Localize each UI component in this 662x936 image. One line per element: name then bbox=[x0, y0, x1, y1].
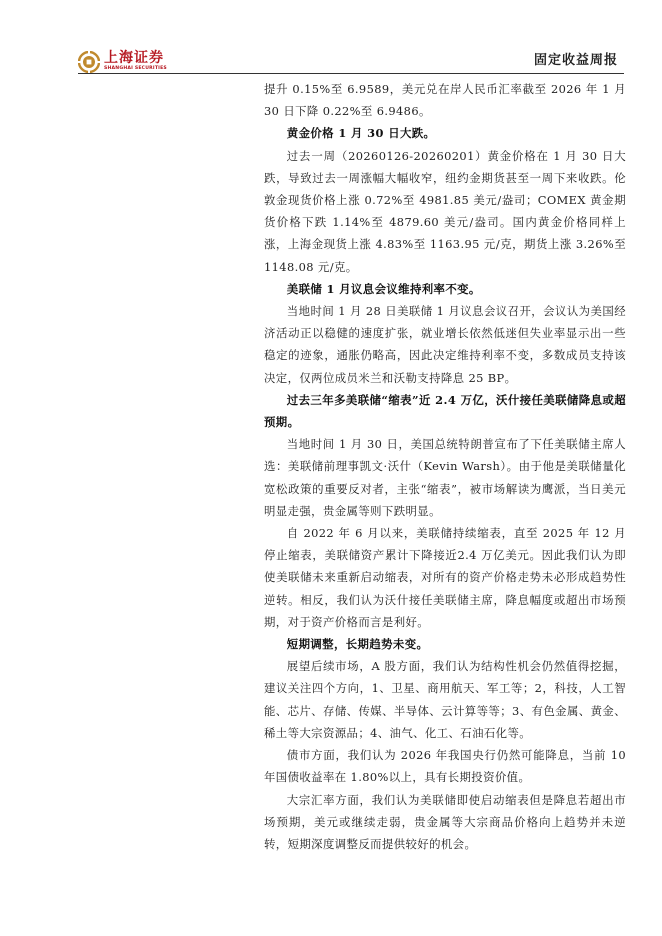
body-paragraph-bond: 债市方面，我们认为 2026 年我国央行仍然可能降息，当前 10 年国债收益率在 1.80%以上，具有长期投资价值。 bbox=[264, 748, 626, 785]
body-paragraph-fx-continued: 提升 0.15%至 6.9589，美元兑在岸人民币汇率截至 2026 年 1 月 30 日下降 0.22%至 6.9486。 bbox=[264, 82, 626, 119]
page-header bbox=[0, 0, 662, 80]
report-type-title: 固定收益周报 bbox=[533, 53, 618, 68]
body-paragraph-gold: 过去一周（20260126-20260201）黄金价格在 1 月 30 日大跌，导致过去一周涨幅大幅收窄，纽约金期货甚至一周下来收跌。伦敦金现货价格上涨 0.72%至 4981.85 美元/盎司；COMEX 黄金期货价格下跌 1.14%至 4879.60 美元/盎司。国内黄金价格同样上涨，上海金现货上涨 4.83%至 1163.95 元/克，期货上涨 3.26%至 1148.08 元/克。 bbox=[264, 148, 626, 274]
logo-chinese-name: 上海证券 bbox=[104, 50, 164, 66]
header-divider bbox=[78, 73, 624, 74]
report-body bbox=[264, 78, 626, 855]
body-paragraph-fomc: 当地时间 1 月 28 日美联储 1 月议息会议召开，会议认为美国经济活动正以稳健的速度扩张，就业增长依然低迷但失业率显示出一些稳定的迹象，通胀仍略高，因此决定维持利率不变，多数成员支持该决定，仅两位成员米兰和沃勒支持降息 25 BP。 bbox=[264, 304, 626, 385]
section-heading-balance-sheet: 过去三年多美联储“缩表”近 2.4 万亿，沃什接任美联储降息或超预期。 bbox=[264, 392, 626, 430]
section-heading-outlook: 短期调整，长期趋势未变。 bbox=[286, 637, 429, 652]
logo-english-name: SHANGHAI SECURITIES bbox=[104, 66, 167, 71]
body-paragraph-equity: 展望后续市场，A 股方面，我们认为结构性机会仍然值得挖掘，建议关注四个方向，1、卫星、商用航天、军工等；2，科技，人工智能、芯片、存储、传媒、半导体、云计算等等；3、有色金属、黄金、稀土等大宗资源品；4、油气、化工、石油石化等。 bbox=[264, 659, 626, 740]
body-paragraph-warsh: 当地时间 1 月 30 日，美国总统特朗普宣布了下任美联储主席人选：美联储前理事凯文·沃什（Kevin Warsh）。由于他是美联储量化宽松政策的重要反对者，主张“缩表”，被市场解读为鹰派，当日美元明显走强，贵金属等则下跌明显。 bbox=[264, 437, 626, 518]
section-heading-gold: 黄金价格 1 月 30 日大跌。 bbox=[286, 126, 436, 141]
body-paragraph-commodity-fx: 大宗汇率方面，我们认为美联储即使启动缩表但是降息若超出市场预期，美元或继续走弱，贵金属等大宗商品价格向上趋势并未逆转，短期深度调整反而提供较好的机会。 bbox=[264, 792, 626, 851]
shanghai-securities-logo-icon bbox=[78, 51, 100, 73]
body-paragraph-qt: 自 2022 年 6 月以来，美联储持续缩表，直至 2025 年 12 月停止缩表，美联储资产累计下降接近2.4 万亿美元。因此我们认为即使美联储未来重新启动缩表，对所有的资产价格走势未必形成趋势性逆转。相反，我们认为沃什接任美联储主席，降息幅度或超出市场预期，对于资产价格而言是利好。 bbox=[264, 526, 626, 629]
section-heading-fomc: 美联储 1 月议息会议维持利率不变。 bbox=[286, 281, 481, 296]
company-logo bbox=[78, 51, 167, 73]
